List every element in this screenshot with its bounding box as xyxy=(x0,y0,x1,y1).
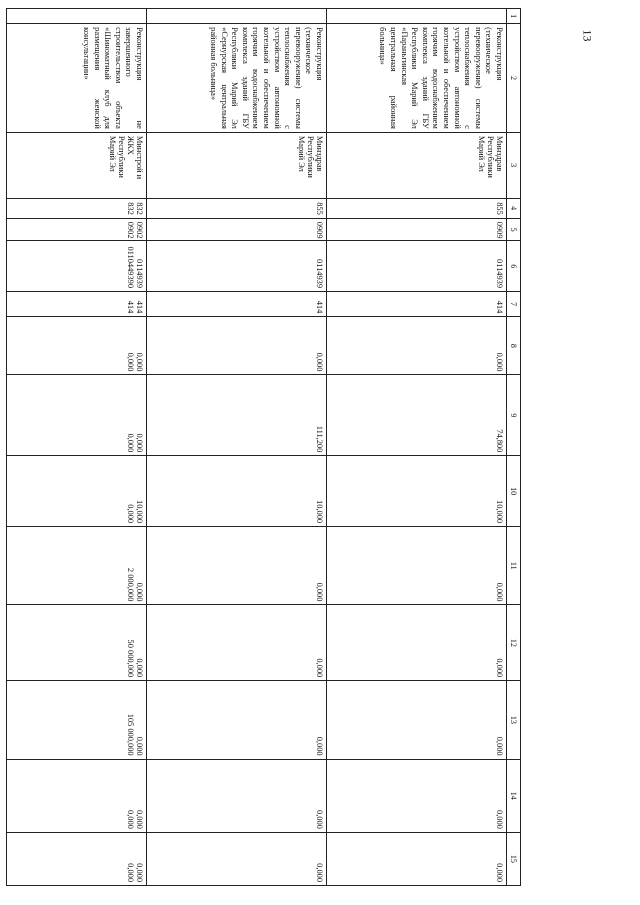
col-header-13: 13 xyxy=(507,681,521,759)
cell-col-12: 0,000 xyxy=(147,605,327,681)
cell-col-3: Минздрав Республики Марий Эл xyxy=(147,132,327,198)
cell-col-1 xyxy=(147,9,327,24)
cell-col-3: Минздрав Республики Марий Эл xyxy=(327,132,507,198)
cell-col-11: 0,000 2 000,000 xyxy=(7,527,147,605)
cell-col-1 xyxy=(7,9,147,24)
cell-col-15: 0,000 xyxy=(327,832,507,885)
cell-col-12: 0,000 xyxy=(327,605,507,681)
cell-col-4: 832 832 xyxy=(7,198,147,218)
cell-col-1 xyxy=(327,9,507,24)
cell-col-5: 0909 xyxy=(147,218,327,241)
table-row xyxy=(147,9,327,886)
col-header-3: 3 xyxy=(507,132,521,198)
col-header-5: 5 xyxy=(507,218,521,241)
cell-col-9: 111,200 xyxy=(147,375,327,456)
cell-col-12: 0,000 50 000,000 xyxy=(7,605,147,681)
col-header-7: 7 xyxy=(507,292,521,317)
cell-col-10: 10,000 xyxy=(147,456,327,527)
col-header-8: 8 xyxy=(507,317,521,375)
cell-col-4: 855 xyxy=(147,198,327,218)
cell-col-11: 0,000 xyxy=(327,527,507,605)
cell-col-11: 0,000 xyxy=(147,527,327,605)
cell-col-15: 0,000 0,000 xyxy=(7,832,147,885)
cell-col-14: 0,000 xyxy=(327,759,507,832)
cell-col-4: 855 xyxy=(327,198,507,218)
cell-col-8: 0,000 xyxy=(327,317,507,375)
cell-col-6: 0114939 0110449390 xyxy=(7,241,147,292)
col-header-1: 1 xyxy=(507,9,521,24)
cell-col-5: 0909 xyxy=(327,218,507,241)
cell-col-5: 0902 0902 xyxy=(7,218,147,241)
cell-col-14: 0,000 0,000 xyxy=(7,759,147,832)
header-row xyxy=(507,9,521,886)
cell-col-10: 10,000 0,000 xyxy=(7,456,147,527)
cell-col-13: 0,000 xyxy=(147,681,327,759)
cell-col-2: Реконструкция (техническое перевооружение) системы теплоснабжения с устройством автономной котельной и обеспечением горячим водоснабжением комплекса зданий ГБУ Республики Марий Эл «Сернурская центральная районная больница» xyxy=(147,24,327,133)
table-container xyxy=(82,8,521,886)
cell-col-7: 414 xyxy=(327,292,507,317)
cell-col-6: 0114939 xyxy=(327,241,507,292)
cell-col-7: 414 414 xyxy=(7,292,147,317)
cell-col-7: 414 xyxy=(147,292,327,317)
cell-col-9: 74,800 xyxy=(327,375,507,456)
col-header-14: 14 xyxy=(507,759,521,832)
col-header-10: 10 xyxy=(507,456,521,527)
cell-col-13: 0,000 xyxy=(327,681,507,759)
col-header-2: 2 xyxy=(507,24,521,133)
cell-col-13: 0,000 105 000,000 xyxy=(7,681,147,759)
cell-col-2: Реконструкция (техническое перевооружение) системы теплоснабжения с устройством автономной котельной и обеспечением горячим водоснабжением комплекса зданий ГБУ Республики Марий Эл «Параньгинская центральная районная больница» xyxy=(327,24,507,133)
col-header-9: 9 xyxy=(507,375,521,456)
page-number: 13 xyxy=(580,29,595,42)
table-row xyxy=(327,9,507,886)
cell-col-8: 0,000 0,000 xyxy=(7,317,147,375)
cell-col-2: Реконструкция не завершенного строительством объекта «Шиноматный клуб для размещения женской консультации» xyxy=(7,24,147,133)
col-header-12: 12 xyxy=(507,605,521,681)
cell-col-14: 0,000 xyxy=(147,759,327,832)
cell-col-10: 10,000 xyxy=(327,456,507,527)
cell-col-8: 0,000 xyxy=(147,317,327,375)
cell-col-15: 0,000 xyxy=(147,832,327,885)
col-header-15: 15 xyxy=(507,832,521,885)
col-header-6: 6 xyxy=(507,241,521,292)
budget-table xyxy=(6,8,521,886)
cell-col-9: 0,000 0,000 xyxy=(7,375,147,456)
rotated-sheet xyxy=(82,8,521,886)
cell-col-3: Минстрой и ЖКХ Республики Марий Эл xyxy=(7,132,147,198)
table-row xyxy=(7,9,147,886)
cell-col-6: 0114939 xyxy=(147,241,327,292)
col-header-4: 4 xyxy=(507,198,521,218)
col-header-11: 11 xyxy=(507,527,521,605)
